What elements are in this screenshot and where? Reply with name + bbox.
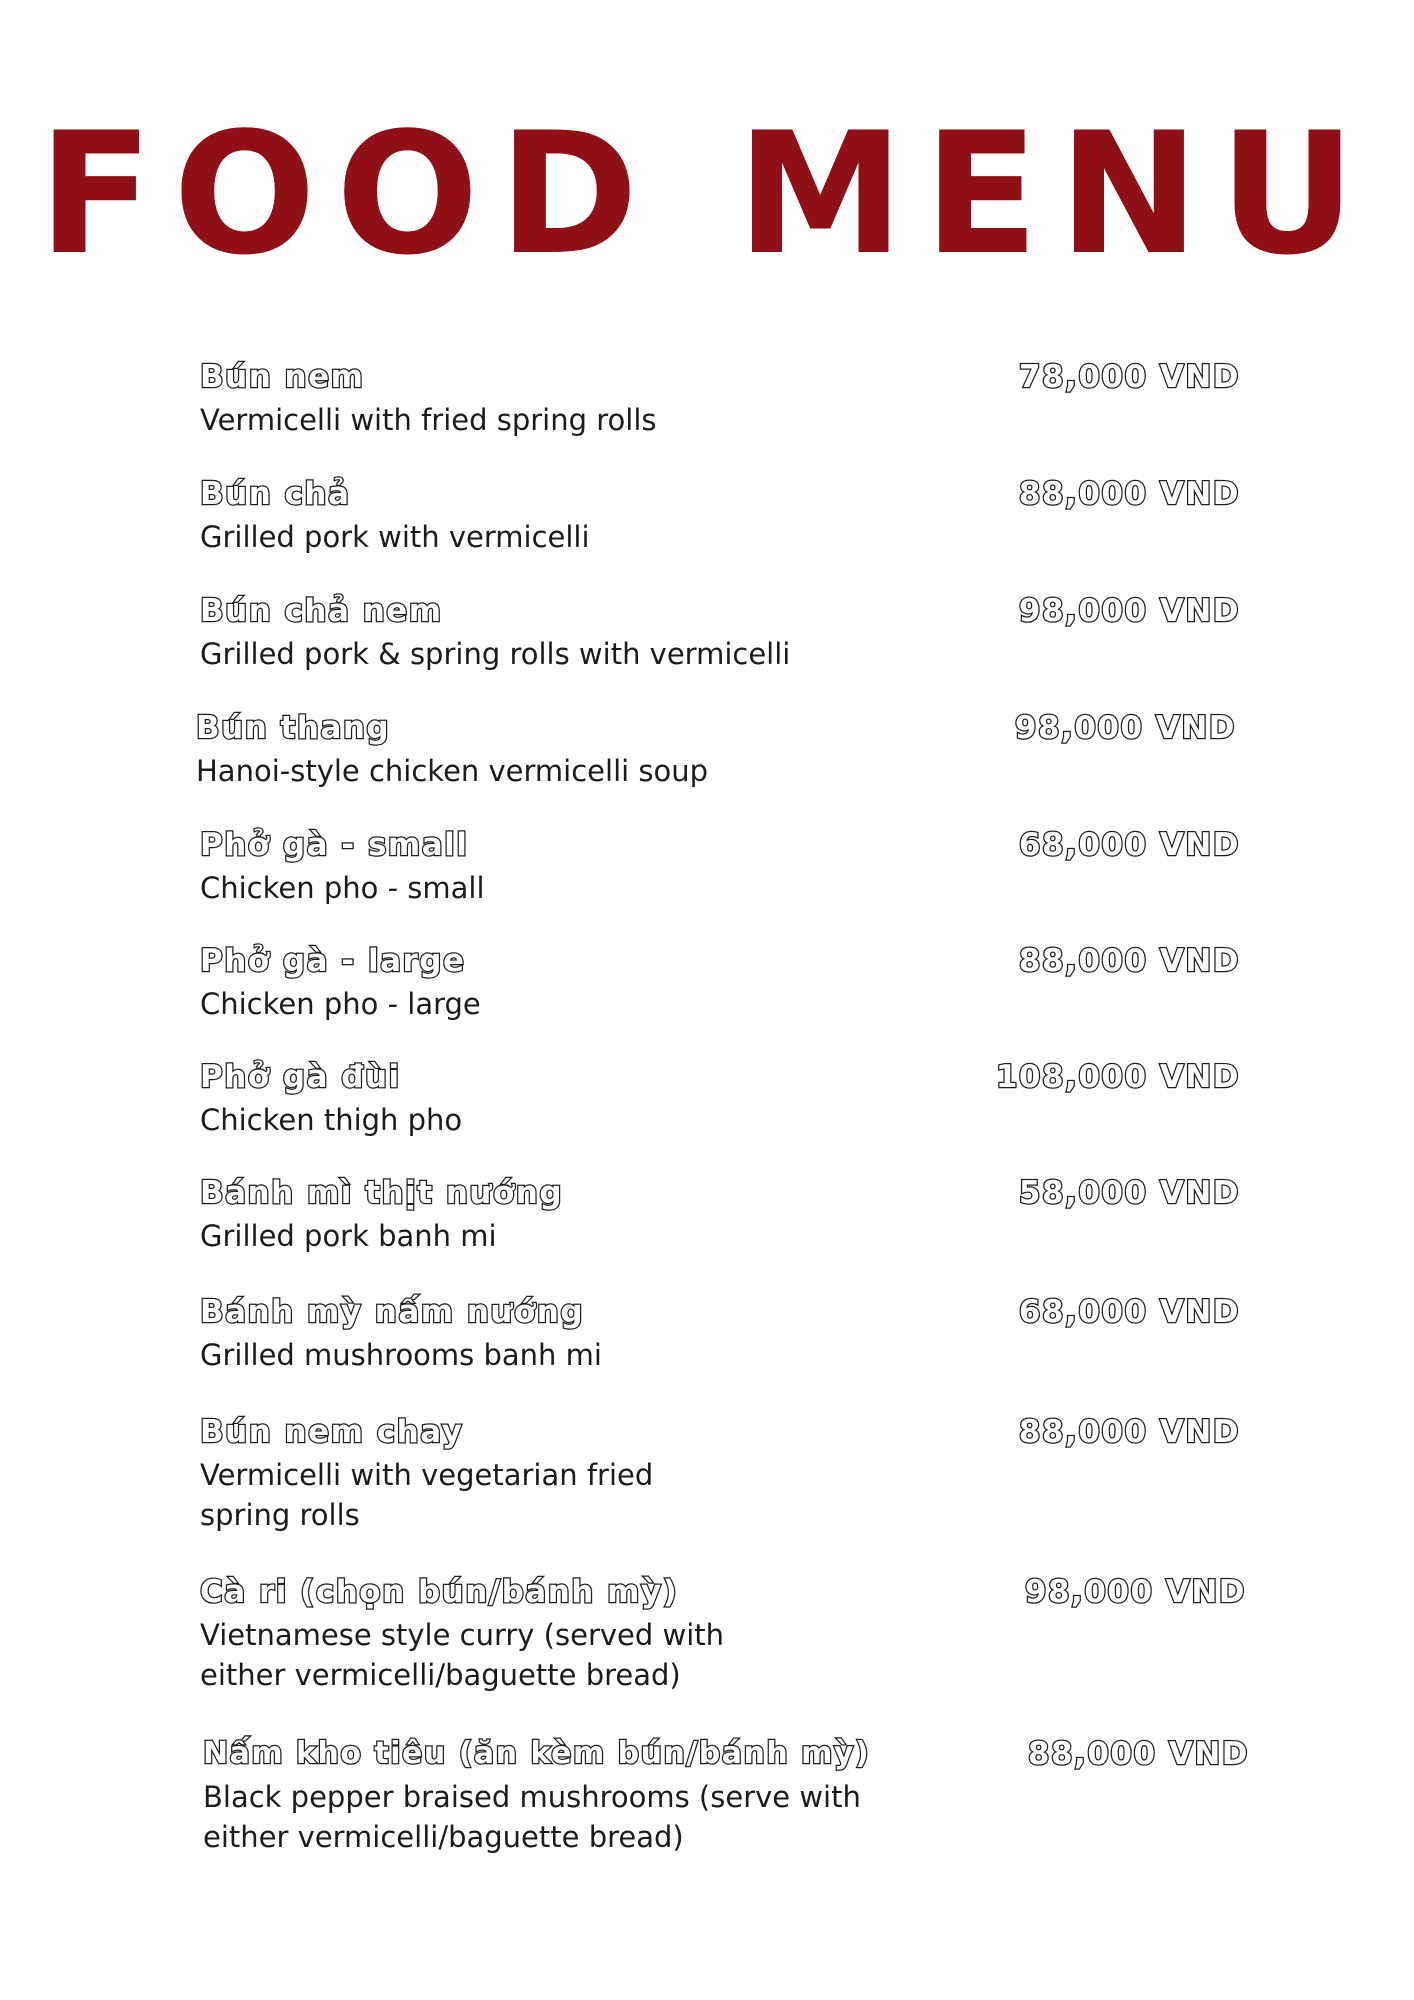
dish-description: Grilled mushrooms banh mi bbox=[200, 1338, 602, 1372]
dish-description: Vietnamese style curry (served with either vermicelli/baguette bread) bbox=[200, 1618, 725, 1692]
dish-name: Phở gà đùi bbox=[200, 1059, 401, 1095]
dish-price: 78,000 VND bbox=[1018, 359, 1240, 395]
menu-item bbox=[200, 1058, 1240, 1140]
dish-name: Bún chả nem bbox=[200, 593, 443, 629]
dish-name: Bánh mì thịt nướng bbox=[200, 1175, 564, 1211]
dish-name: Bún nem chay bbox=[200, 1414, 464, 1450]
menu-item bbox=[200, 826, 1240, 908]
dish-description: Vermicelli with vegetarian fried spring rolls bbox=[200, 1458, 654, 1532]
menu-item bbox=[200, 1413, 1240, 1535]
dish-price: 88,000 VND bbox=[1018, 476, 1240, 512]
dish-description: Chicken pho - large bbox=[200, 987, 481, 1021]
dish-price: 88,000 VND bbox=[1018, 943, 1240, 979]
menu-item bbox=[200, 942, 1240, 1024]
dish-description: Grilled pork & spring rolls with vermicelli bbox=[200, 637, 791, 671]
menu-item bbox=[200, 475, 1240, 557]
dish-description: Vermicelli with fried spring rolls bbox=[200, 403, 657, 437]
menu-title-text: FOOD MENU bbox=[38, 96, 1376, 292]
dish-name: Nấm kho tiêu (ăn kèm bún/bánh mỳ) bbox=[203, 1736, 871, 1771]
dish-price: 88,000 VND bbox=[1027, 1736, 1249, 1772]
dish-description: Grilled pork with vermicelli bbox=[200, 520, 590, 554]
dish-description: Black pepper braised mushrooms (serve with either vermicelli/baguette bread) bbox=[203, 1780, 861, 1854]
dish-description: Chicken thigh pho bbox=[200, 1103, 463, 1137]
dish-name: Bánh mỳ nấm nướng bbox=[200, 1294, 585, 1330]
dish-name: Bún nem bbox=[200, 359, 365, 395]
dish-price: 98,000 VND bbox=[1014, 710, 1236, 746]
dish-name: Phở gà - small bbox=[200, 827, 469, 863]
dish-price: 58,000 VND bbox=[1018, 1175, 1240, 1211]
dish-name: Bún thang bbox=[196, 710, 391, 746]
menu-item bbox=[200, 1174, 1240, 1256]
menu-item bbox=[196, 709, 1236, 791]
menu-item bbox=[200, 358, 1240, 440]
dish-description: Grilled pork banh mi bbox=[200, 1219, 497, 1253]
dish-price: 68,000 VND bbox=[1018, 827, 1240, 863]
dish-price: 68,000 VND bbox=[1018, 1294, 1240, 1330]
menu-item bbox=[203, 1735, 1249, 1857]
dish-description: Chicken pho - small bbox=[200, 871, 485, 905]
dish-price: 98,000 VND bbox=[1018, 593, 1240, 629]
dish-name: Bún chả bbox=[200, 476, 351, 512]
dish-price: 108,000 VND bbox=[995, 1059, 1240, 1095]
menu-item bbox=[200, 1293, 1240, 1375]
dish-description: Hanoi-style chicken vermicelli soup bbox=[196, 754, 709, 788]
menu-item bbox=[200, 592, 1240, 674]
dish-name: Cà ri (chọn bún/bánh mỳ) bbox=[200, 1574, 679, 1610]
menu-item bbox=[200, 1573, 1246, 1695]
menu-title bbox=[0, 96, 1414, 292]
dish-name: Phở gà - large bbox=[200, 943, 466, 979]
dish-price: 88,000 VND bbox=[1018, 1414, 1240, 1450]
dish-price: 98,000 VND bbox=[1024, 1574, 1246, 1610]
